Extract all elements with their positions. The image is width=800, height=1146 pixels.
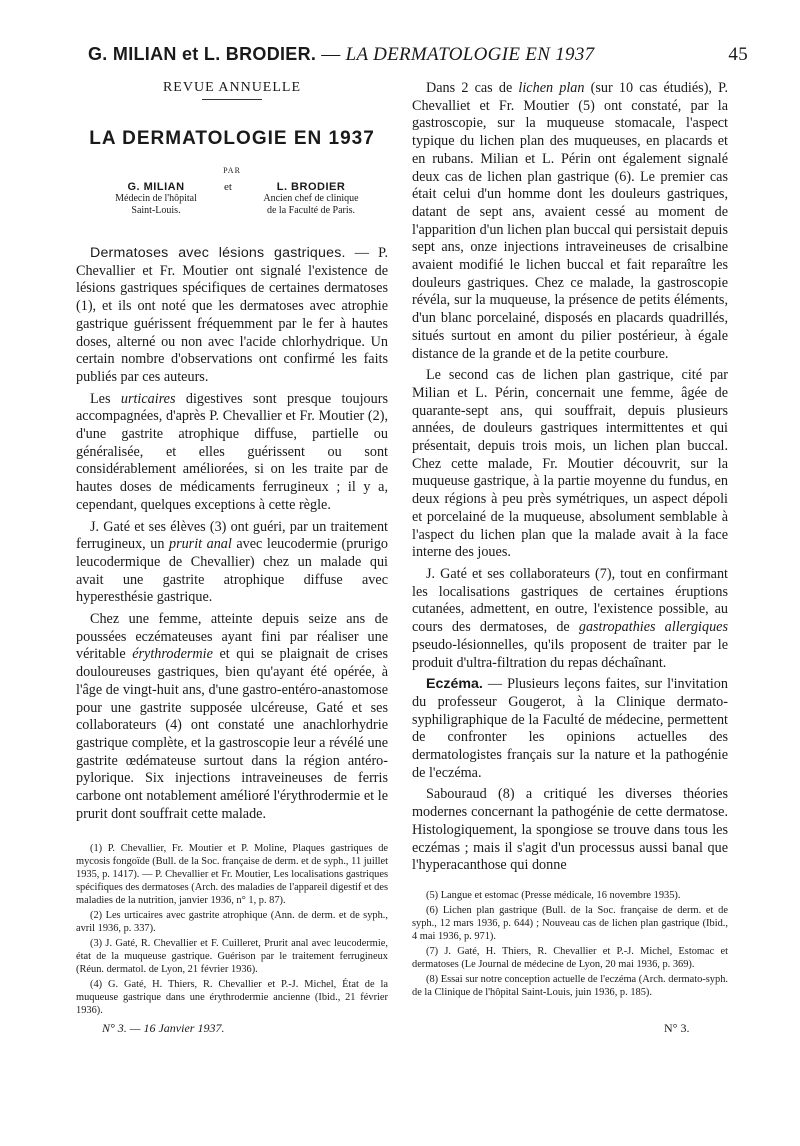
paragraph-text: J. Gaté et ses collaborateurs (7), tout en confirmant les localisations gastriques de certaines éruptions cutanées, admettent, en outre, l'existence possible, au cours des dermatoses, de	[412, 565, 728, 636]
footnote: (2) Les urticaires avec gastrite atrophique (Ann. de derm. et de syph., avril 1936, p. 337).	[76, 909, 388, 934]
author-2	[246, 181, 376, 217]
footnote: (5) Langue et estomac (Presse médicale, 16 novembre 1935).	[426, 889, 681, 901]
footnote: (1) P. Chevallier, Fr. Moutier et P. Moline, Plaques gastriques de mycosis fongoïde (Bull. de la Soc. française de derm. et de syph., 11 juillet 1935, p. 1417). — P. Chevallier et Fr. Moutier, Les localisations gastriques spécifiques des dermatoses (Arch. des maladies de l'appareil digestif et des maladies de la nutrition, janvier 1936, n° 1, p. 87).	[76, 842, 388, 906]
paragraph-text: Chez une femme, atteinte depuis seize ans de poussées eczémateuses ayant fini par réaliser une véritable	[76, 611, 388, 663]
paragraph	[412, 676, 728, 782]
footnote: (3) J. Gaté, R. Chevallier et F. Cuilleret, Prurit anal avec leucodermie, état de la muqueuse gastrique. Guérison par le traitement ferrugineux (Réun. dermatol. de Lyon, 21 février 1936).	[76, 937, 388, 975]
footnote: (8) Essai sur notre conception actuelle de l'eczéma (Arch. dermato-syph. de la Clinique de l'hôpital Saint-Louis, juin 1936, p. 185).	[412, 973, 728, 998]
author-1-name: G. MILIAN	[127, 181, 185, 193]
running-head-dash: —	[316, 44, 346, 65]
right-column	[412, 80, 728, 1001]
paragraph-text: — Plusieurs leçons faites, sur l'invitation du professeur Gougerot, à la Clinique dermato-syphiligraphique de la Faculté de médecine, permettent de confronter les opinions actuelles des dermatologistes français sur la nature et la pathogénie de l'eczéma.	[412, 676, 728, 781]
footer-issue-date: N° 3. — 16 Janvier 1937.	[102, 1021, 225, 1035]
author-2-affiliation-1: Ancien chef de clinique	[263, 193, 359, 204]
paragraph-text: avec leucodermie (prurigo leucodermique de Chevallier) chez un malade qui avait une gastrite atrophique diffuse avec hyperesthésie gastrique.	[76, 536, 389, 606]
paragraph-text: J. Gaté et ses élèves (3) ont guéri, par un traitement ferrugineux, un	[76, 518, 388, 553]
par-label: PAR	[223, 166, 241, 175]
italic-term: urticaires	[120, 390, 176, 407]
paragraph	[76, 245, 388, 387]
footnote: (6) Lichen plan gastrique (Bull. de la Soc. française de derm. et de syph., 12 mars 1936, p. 644) ; Nouveau cas de lichen plan gastrique (Ibid., 4 mai 1936, p. 971).	[412, 904, 728, 942]
paragraph	[76, 611, 388, 823]
paragraph	[76, 519, 388, 608]
revue-label: REVUE ANNUELLE	[162, 80, 302, 95]
running-head-title: LA DERMATOLOGIE EN 1937	[345, 44, 595, 65]
paragraph-text: digestives sont presque toujours accompagnées, d'après P. Chevallier et Fr. Moutier (2), d'une gastrite atrophique diffuse, partielle ou généralisée, et elles guérissent ou sont considérablement améliorées, si on les traite par de hautes doses de médicaments ferrugineux ; il y a, cependant, quelques exceptions à cette règle.	[76, 390, 388, 513]
author-1-affiliation-2: Saint-Louis.	[131, 205, 181, 216]
section-heading: Eczéma.	[426, 676, 483, 693]
page-number: 45	[728, 44, 748, 65]
paragraph-text: et qui se plaignait de crises douloureuses gastriques, bien qu'ayant été opérée, à l'âge de vingt-huit ans, d'une gastro-entéro-anastomose pour une gastrite supposée ulcéreuse, Gaté et ses collaborateurs (4) ont constaté une anachlorhydrie gastrique complète, et la gastroscopie leur a révélé une gastrite œdémateuse surtout dans la région antéro-pylorique. Six injections intraveineuses de ferris carbone ont notablement amélioré l'érythrodermie et le prurit dont souffrait cette malade.	[76, 646, 388, 822]
italic-term: lichen plan	[518, 80, 585, 96]
section-heading: Dermatoses avec lésions gastriques.	[90, 245, 346, 261]
author-1	[106, 181, 206, 217]
paragraph-text: Les	[90, 390, 121, 407]
article-title: LA DERMATOLOGIE EN 1937	[89, 128, 375, 149]
footnotes-right	[412, 889, 728, 999]
paragraph	[76, 391, 388, 515]
revue-rule	[202, 99, 262, 100]
paragraph-text: — P. Chevallier et Fr. Moutier ont signalé l'existence de lésions gastriques spécifiques de certaines dermatoses (1), et ils ont noté que les dermatoses avec atrophie gastrique guérissent fréquemment par le fer à hautes doses, alterné ou non avec l'acide chlorhydrique. Un certain nombre d'observations ont confirmé les faits publiés par ces auteurs.	[76, 245, 388, 385]
footnotes-left	[76, 842, 388, 1017]
paragraph-text: Dans 2 cas de	[426, 80, 519, 96]
authors-block	[76, 181, 388, 235]
italic-term: érythrodermie	[132, 646, 213, 663]
running-head	[88, 44, 748, 66]
italic-term: prurit anal	[168, 536, 232, 553]
paragraph	[412, 80, 728, 363]
paragraph	[412, 566, 728, 672]
footer-issue: N° 3.	[664, 1021, 690, 1035]
author-1-affiliation-1: Médecin de l'hôpital	[115, 193, 197, 204]
paragraph: Sabouraud (8) a critiqué les diverses théories modernes concernant la pathogénie de cette dermatose. Histologiquement, la spongiose se trouve dans tous les eczémas ; mais il s'agit d'un processus aussi banal que l'hyperacanthose qui donne	[412, 786, 728, 874]
paragraph-text: (sur 10 cas étudiés), P. Chevalliet et Fr. Moutier (5) ont constaté, par la gastroscopie, sur la muqueuse stomacale, l'aspect typique du lichen plan des muqueuses, en placards et en rubans. Milian et L. Périn ont également signalé deux cas de lichen plan gastrique (6). Le premier cas était celui d'un homme dont les douleurs gastriques, datant de sept ans, avaient cessé au moment de l'apparition d'un lichen plan buccal qui persistait depuis sept ans, onze injections intraveineuses de crisalbine avaient modifié le lichen buccal et fait reparaître les douleurs gastriques. Chez ce malade, la gastroscopie révéla, sur la muqueuse, la présence de petits éléments, d'un blanc porcelainé, disposés en placards quadrillés, situés surtout en amont du pilier postérieur, à égale distance de la grande et de la petite courbure.	[412, 80, 728, 362]
left-column	[76, 78, 388, 1019]
authors-et: et	[224, 181, 232, 193]
footnote: (7) J. Gaté, H. Thiers, R. Chevallier et P.-J. Michel, Estomac et dermatoses (Le Journal de médecine de Lyon, 20 mai 1936, p. 369).	[412, 945, 728, 970]
running-head-authors: G. MILIAN et L. BRODIER.	[88, 44, 317, 64]
footnote: (4) G. Gaté, H. Thiers, R. Chevallier et P.-J. Michel, État de la muqueuse gastrique dans une érythrodermie ancienne (Ibid., 21 février 1936).	[76, 978, 388, 1016]
italic-term: gastropathies allergiques	[578, 619, 728, 636]
paragraph: Le second cas de lichen plan gastrique, cité par Milian et L. Périn, concernait une femme, âgée de quarante-sept ans, qui souffrait, depuis plusieurs années, de douleurs gastriques intermittentes et qui présentait, depuis trois mois, un lichen plan buccal. Chez cette malade, Fr. Moutier découvrit, sur la muqueuse gastrique, à la partie moyenne du fundus, en deux régions à peu près symétriques, un aspect dépoli et porcelainé de la muqueuse, absolument semblable à l'aspect du lichen plan que la malade avait à la face interne des joues.	[412, 367, 728, 561]
paragraph-text: pseudo-lésionnelles, qu'ils proposent de traiter par le produit d'ultra-filtration du repas déchaînant.	[412, 636, 728, 671]
author-2-affiliation-2: de la Faculté de Paris.	[266, 205, 356, 216]
author-2-name: L. BRODIER	[276, 181, 346, 193]
